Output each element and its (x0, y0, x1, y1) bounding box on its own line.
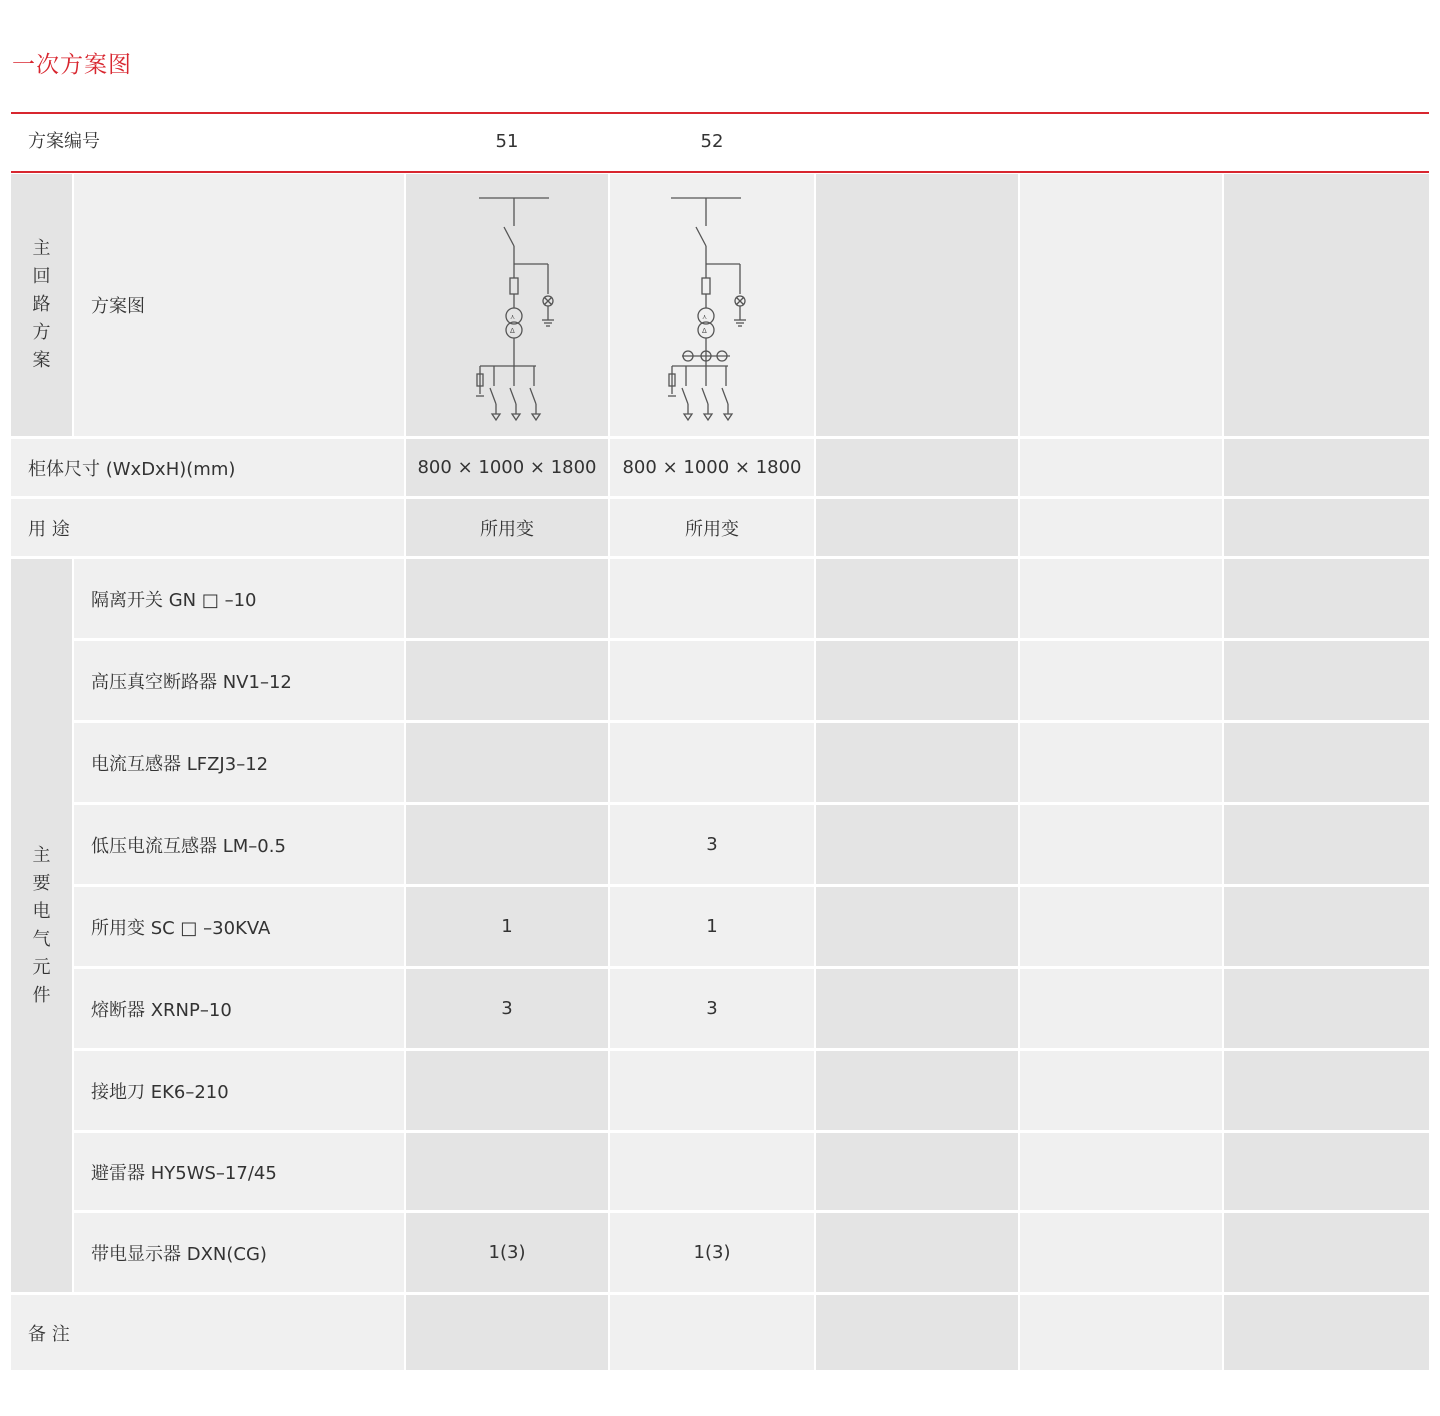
empty-cell (1224, 1051, 1429, 1130)
group-char: 方 (32, 322, 51, 343)
single-line-diagram-icon (406, 174, 608, 436)
empty-cell (1020, 559, 1222, 638)
group-char: 回 (32, 266, 51, 287)
component-value-52: 1(3) (610, 1213, 814, 1292)
component-value-51: 1 (406, 887, 608, 966)
component-value-52 (610, 641, 814, 720)
empty-cell (1224, 174, 1429, 436)
remarks-label: 备 注 (11, 1295, 404, 1370)
header-scheme-label: 方案编号 (28, 131, 100, 152)
component-name: 熔断器 XRNP–10 (74, 969, 404, 1048)
component-value-52 (610, 1051, 814, 1130)
header-scheme-51: 51 (495, 131, 519, 152)
component-value-52 (610, 1133, 814, 1210)
empty-cell (816, 1133, 1018, 1210)
empty-cell (1224, 439, 1429, 496)
empty-cell (1020, 887, 1222, 966)
component-value-51 (406, 641, 608, 720)
main-circuit-group-label (11, 174, 72, 436)
dimensions-value-51: 800 × 1000 × 1800 (406, 439, 608, 496)
diagram-cell-51 (406, 174, 608, 436)
empty-cell (1224, 1295, 1429, 1370)
empty-cell (816, 887, 1018, 966)
empty-cell (816, 1051, 1018, 1130)
single-line-diagram-icon (610, 174, 814, 436)
component-value-51 (406, 1133, 608, 1210)
group-char: 件 (32, 984, 51, 1006)
diagram-row-label: 方案图 (74, 174, 404, 436)
empty-cell (816, 174, 1018, 436)
component-value-51 (406, 723, 608, 802)
diagram-cell-52 (610, 174, 814, 436)
svg-text:⋏: ⋏ (702, 313, 708, 321)
component-value-52: 3 (610, 969, 814, 1048)
empty-cell (816, 1213, 1018, 1292)
component-value-51 (406, 805, 608, 884)
empty-cell (1020, 1051, 1222, 1130)
empty-cell (1020, 499, 1222, 556)
remarks-value-51 (406, 1295, 608, 1370)
group-char: 电 (32, 900, 51, 922)
group-char: 元 (32, 956, 51, 978)
empty-cell (1224, 1133, 1429, 1210)
empty-cell (816, 641, 1018, 720)
empty-cell (816, 969, 1018, 1048)
component-name: 带电显示器 DXN(CG) (74, 1213, 404, 1292)
group-char: 气 (32, 928, 51, 950)
component-value-52: 3 (610, 805, 814, 884)
empty-cell (1020, 723, 1222, 802)
group-char: 要 (32, 872, 51, 894)
svg-text:Δ: Δ (510, 327, 515, 335)
component-value-52: 1 (610, 887, 814, 966)
component-value-51: 3 (406, 969, 608, 1048)
page-title: 一次方案图 (12, 52, 132, 78)
svg-text:⋏: ⋏ (510, 313, 516, 321)
group-char: 主 (32, 844, 51, 866)
empty-cell (816, 439, 1018, 496)
component-name: 低压电流互感器 LM–0.5 (74, 805, 404, 884)
empty-cell (1020, 805, 1222, 884)
group-char: 案 (32, 350, 51, 371)
empty-cell (1020, 1133, 1222, 1210)
component-value-52 (610, 723, 814, 802)
empty-cell (816, 499, 1018, 556)
dimensions-label: 柜体尺寸 (WxDxH)(mm) (11, 439, 404, 496)
empty-cell (816, 805, 1018, 884)
usage-label: 用 途 (11, 499, 404, 556)
component-name: 所用变 SC □ –30KVA (74, 887, 404, 966)
component-value-51 (406, 1051, 608, 1130)
usage-value-52: 所用变 (610, 499, 814, 556)
empty-cell (1224, 887, 1429, 966)
usage-value-51: 所用变 (406, 499, 608, 556)
component-name: 电流互感器 LFZJ3–12 (74, 723, 404, 802)
empty-cell (1224, 969, 1429, 1048)
components-group-label (11, 559, 72, 1292)
group-char: 路 (32, 294, 51, 315)
empty-cell (1224, 559, 1429, 638)
empty-cell (1020, 1295, 1222, 1370)
dimensions-value-52: 800 × 1000 × 1800 (610, 439, 814, 496)
empty-cell (1020, 1213, 1222, 1292)
empty-cell (1020, 174, 1222, 436)
component-name: 隔离开关 GN □ –10 (74, 559, 404, 638)
component-name: 接地刀 EK6–210 (74, 1051, 404, 1130)
empty-cell (1224, 805, 1429, 884)
empty-cell (1224, 723, 1429, 802)
component-name: 避雷器 HY5WS–17/45 (74, 1133, 404, 1210)
remarks-value-52 (610, 1295, 814, 1370)
group-char: 主 (32, 238, 51, 259)
svg-text:Δ: Δ (702, 327, 707, 335)
empty-cell (816, 723, 1018, 802)
component-value-51 (406, 559, 608, 638)
empty-cell (1224, 1213, 1429, 1292)
empty-cell (816, 559, 1018, 638)
empty-cell (1224, 641, 1429, 720)
component-name: 高压真空断路器 NV1–12 (74, 641, 404, 720)
empty-cell (816, 1295, 1018, 1370)
empty-cell (1224, 499, 1429, 556)
empty-cell (1020, 641, 1222, 720)
component-value-51: 1(3) (406, 1213, 608, 1292)
empty-cell (1020, 969, 1222, 1048)
header-bottom-rule (11, 171, 1429, 173)
empty-cell (1020, 439, 1222, 496)
component-value-52 (610, 559, 814, 638)
header-scheme-52: 52 (700, 131, 724, 152)
